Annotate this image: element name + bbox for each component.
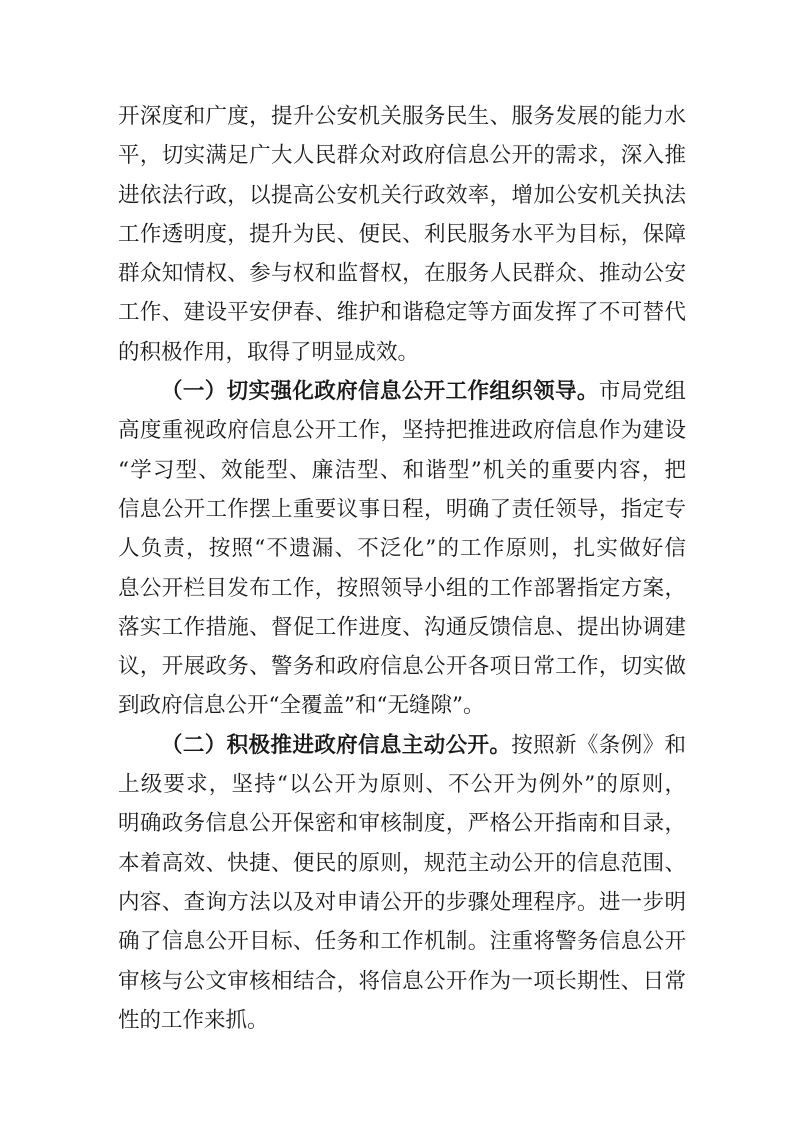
body-text (118, 97, 686, 1040)
section2-line-2: 明确政务信息公开保密和审核制度，严格公开指南和目录， (118, 811, 686, 837)
section2-line-4: 内容、查询方法以及对申请公开的步骤处理程序。进一步明 (118, 889, 686, 915)
section1-first-line-text: 市局党组 (598, 379, 686, 405)
section1-line-7: 议，开展政务、警务和政府信息公开各项日常工作，切实做 (118, 654, 686, 680)
section2-line-5: 确了信息公开目标、任务和工作机制。注重将警务信息公开 (118, 929, 686, 955)
section2-heading: （二）积极推进政府信息主动公开。 (161, 732, 512, 758)
section2-line-7: 性的工作来抓。 (118, 1007, 269, 1033)
section1-line-1: 高度重视政府信息公开工作，坚持把推进政府信息作为建设 (118, 418, 686, 444)
section2-line-1: 上级要求，坚持“以公开为原则、不公开为例外”的原则， (118, 772, 686, 798)
section1-line-5: 息公开栏目发布工作，按照领导小组的工作部署指定方案， (118, 575, 686, 601)
section2-line-6: 审核与公文审核相结合，将信息公开作为一项长期性、日常 (118, 968, 686, 994)
section1-line-2: “学习型、效能型、廉洁型、和谐型”机关的重要内容，把 (118, 457, 686, 483)
section2-first-line-text: 按照新《条例》和 (511, 732, 686, 758)
section1-line-8: 到政府信息公开“全覆盖”和“无缝隙”。 (118, 693, 485, 719)
section2-line-3: 本着高效、快捷、便民的原则，规范主动公开的信息范围、 (118, 850, 686, 876)
intro-line-6: 工作、建设平安伊春、维护和谐稳定等方面发挥了不可替代 (118, 300, 686, 326)
section1-line-6: 落实工作措施、督促工作进度、沟通反馈信息、提出协调建 (118, 614, 686, 640)
section2-first-line (118, 726, 686, 765)
intro-line-3: 进依法行政，以提高公安机关行政效率，增加公安机关执法 (118, 182, 686, 208)
section1-line-3: 信息公开工作摆上重要议事日程，明确了责任领导，指定专 (118, 496, 686, 522)
section1-line-4: 人负责，按照“不遗漏、不泛化”的工作原则，扎实做好信 (118, 536, 686, 562)
intro-line-5: 群众知情权、参与权和监督权，在服务人民群众、推动公安 (118, 261, 686, 287)
intro-line-4: 工作透明度，提升为民、便民、利民服务水平为目标，保障 (118, 221, 686, 247)
intro-line-2: 平，切实满足广大人民群众对政府信息公开的需求，深入推 (118, 143, 686, 169)
section1-first-line (118, 372, 686, 411)
intro-line-7: 的积极作用，取得了明显成效。 (118, 339, 420, 365)
section1-heading: （一）切实强化政府信息公开工作组织领导。 (161, 379, 599, 405)
intro-line-1: 开深度和广度，提升公安机关服务民生、服务发展的能力水 (118, 104, 686, 129)
